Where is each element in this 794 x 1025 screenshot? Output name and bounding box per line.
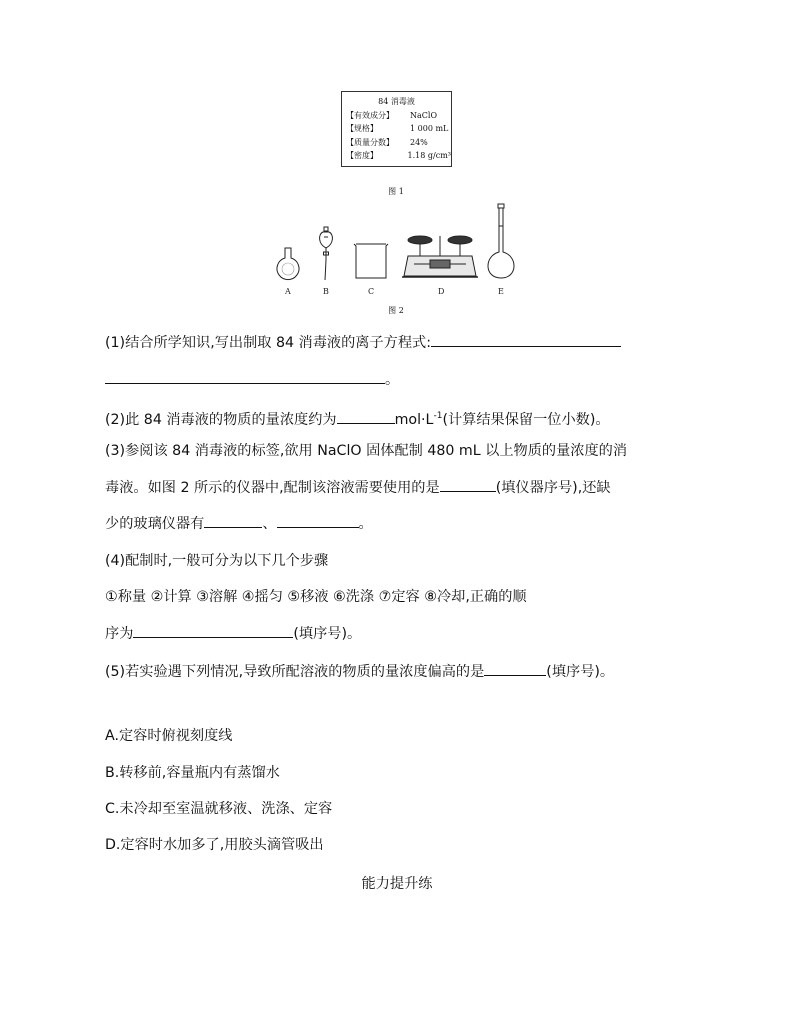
instrument-letter-a: A bbox=[285, 287, 291, 296]
question-2-text: (2)此 84 消毒液的物质的量浓度约为 bbox=[105, 412, 337, 428]
question-3-text-c: 少的玻璃仪器有 bbox=[105, 516, 205, 532]
question-4-note: (填序号)。 bbox=[293, 626, 362, 642]
answer-blank-q3-glassware-2[interactable] bbox=[277, 513, 359, 528]
label-key: 【密度】 bbox=[346, 151, 378, 160]
question-5-text: (5)若实验遇下列情况,导致所配溶液的物质的量浓度偏高的是 bbox=[105, 664, 485, 680]
separatory-funnel-icon bbox=[320, 227, 333, 280]
answer-blank-q5[interactable] bbox=[484, 661, 546, 676]
option-c: C.未冷却至室温就移液、洗涤、定容 bbox=[105, 801, 333, 817]
instrument-letter-d: D bbox=[438, 287, 445, 296]
section-heading-ability-practice: 能力提升练 bbox=[361, 876, 433, 892]
label-row-mass-fraction bbox=[342, 136, 451, 150]
label-row-volume bbox=[342, 122, 451, 136]
answer-blank-q3-instruments[interactable] bbox=[440, 477, 496, 492]
label-value: 1 000 mL bbox=[410, 124, 449, 133]
answer-blank-q4[interactable] bbox=[133, 623, 293, 638]
label-key: 【有效成分】 bbox=[346, 110, 394, 120]
answer-blank-q1-a[interactable] bbox=[431, 332, 621, 347]
question-3-text-a: 毒液。如图 2 所示的仪器中,配制该溶液需要使用的是 bbox=[105, 480, 440, 496]
label-value: 1.18 g/cm³ bbox=[407, 151, 451, 160]
instrument-letter-c: C bbox=[368, 287, 375, 296]
question-3-line-3 bbox=[105, 513, 373, 534]
question-1-continued bbox=[105, 369, 399, 390]
disinfectant-label bbox=[341, 91, 452, 167]
figure-2-caption: 图 2 bbox=[388, 306, 404, 315]
answer-blank-q1-b[interactable] bbox=[105, 369, 385, 384]
instruments-figure bbox=[270, 200, 530, 300]
option-b: B.转移前,容量瓶内有蒸馏水 bbox=[105, 765, 280, 781]
question-3-separator: 、 bbox=[262, 516, 277, 532]
label-title: 84 消毒液 bbox=[378, 97, 415, 106]
question-3-line-1: (3)参阅该 84 消毒液的标签,欲用 NaClO 固体配制 480 mL 以上物质的量浓度的消 bbox=[105, 443, 628, 459]
question-4-line-3 bbox=[105, 623, 361, 644]
label-value: NaClO bbox=[410, 110, 438, 120]
figure-1-caption: 图 1 bbox=[388, 187, 404, 196]
balance-scale-icon bbox=[402, 236, 478, 277]
question-4-text: 序为 bbox=[105, 626, 134, 642]
answer-blank-q2[interactable] bbox=[337, 409, 395, 424]
question-1 bbox=[105, 332, 621, 353]
answer-blank-q3-glassware-1[interactable] bbox=[204, 513, 262, 528]
question-5-note: (填序号)。 bbox=[546, 664, 615, 680]
label-value: 24% bbox=[410, 137, 428, 147]
round-bottom-flask-icon bbox=[277, 248, 299, 280]
beaker-icon bbox=[354, 244, 388, 278]
question-1-text: (1)结合所学知识,写出制取 84 消毒液的离子方程式: bbox=[105, 335, 432, 351]
question-3-end: 。 bbox=[358, 516, 373, 532]
option-d: D.定容时水加多了,用胶头滴管吸出 bbox=[105, 837, 324, 853]
instrument-letter-e: E bbox=[498, 287, 504, 296]
question-3-line-2 bbox=[105, 477, 611, 498]
label-row-density bbox=[342, 149, 451, 163]
label-key: 【规格】 bbox=[346, 124, 378, 133]
question-5 bbox=[105, 661, 614, 682]
volumetric-flask-icon bbox=[488, 204, 514, 278]
question-2 bbox=[105, 406, 610, 430]
question-3-text-b: (填仪器序号),还缺 bbox=[495, 480, 611, 496]
question-4-line-1: (4)配制时,一般可分为以下几个步骤 bbox=[105, 553, 329, 569]
question-1-end: 。 bbox=[385, 372, 400, 388]
option-a: A.定容时俯视刻度线 bbox=[105, 728, 233, 744]
label-key: 【质量分数】 bbox=[346, 137, 394, 147]
question-2-note: (计算结果保留一位小数)。 bbox=[442, 412, 610, 428]
question-2-unit-exponent: -1 bbox=[433, 411, 443, 421]
question-2-unit: mol·L bbox=[394, 412, 434, 428]
question-4-steps: ①称量 ②计算 ③溶解 ④摇匀 ⑤移液 ⑥洗涤 ⑦定容 ⑧冷却,正确的顺 bbox=[105, 589, 527, 605]
instrument-letter-b: B bbox=[323, 287, 329, 296]
label-row-component bbox=[342, 109, 451, 123]
